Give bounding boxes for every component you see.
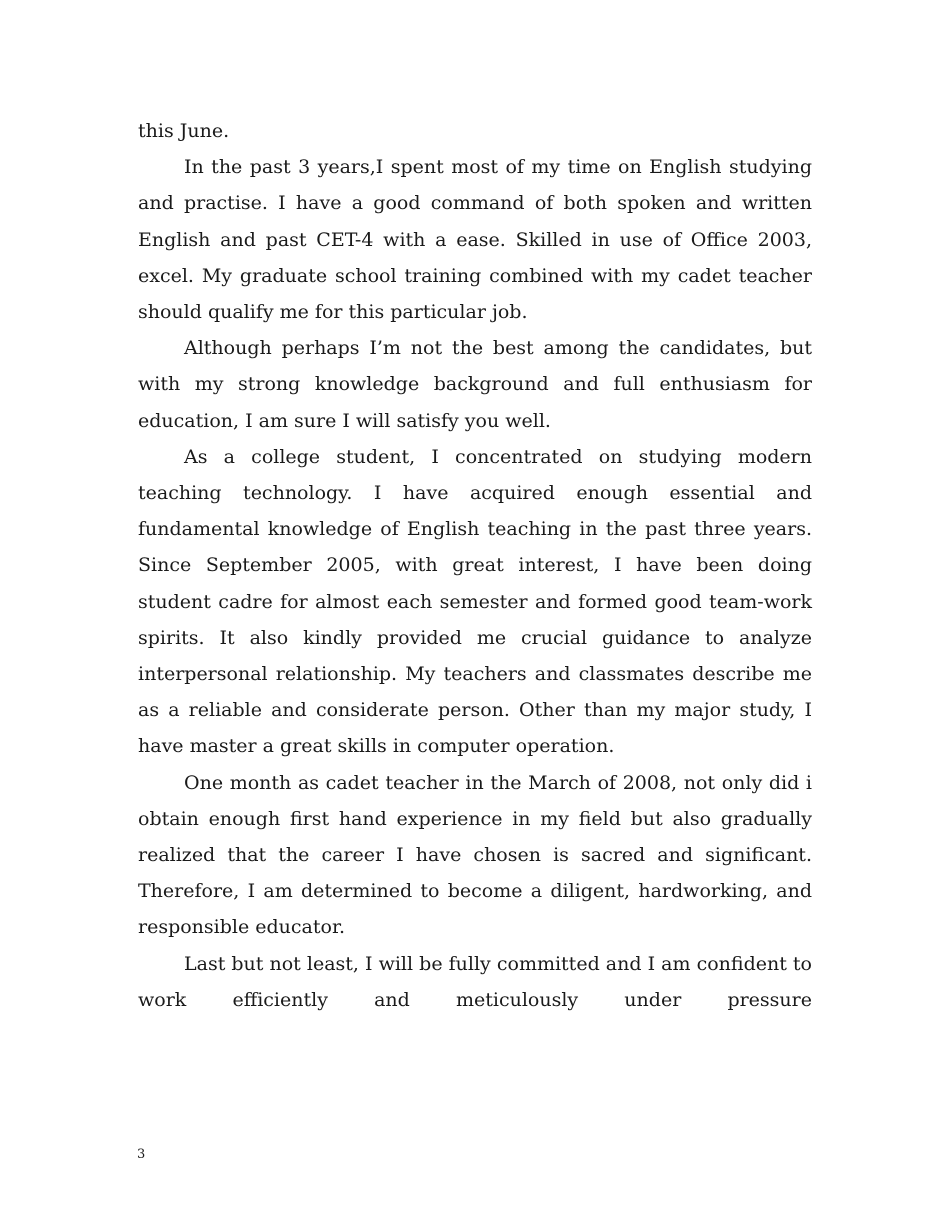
- body-text: [138, 113, 812, 1018]
- paragraph-college-student: As a college student, I concentrated on studying modern teaching technology. I have acquired enough essential and fundamental knowledge of English teaching in the past three years. Since September 2005, with great interest, I have been doing student cadre for almost each semester and formed good team-work spirits. It also kindly provided me crucial guidance to analyze interpersonal relationship. My teachers and classmates describe me as a reliable and considerate person. Other than my major study, I have master a great skills in computer operation.: [138, 445, 812, 758]
- paragraph-continuation: this June.: [138, 120, 230, 142]
- paragraph-last-but-not-least: Last but not least, I will be fully committed and I am confident to work efficiently and meticulously under pressure: [138, 952, 812, 1011]
- paragraph-english-study: In the past 3 years,I spent most of my time on English studying and practise. I have a good command of both spoken and written English and past CET-4 with a ease. Skilled in use of Office 2003, excel. My graduate school training combined with my cadet teacher should qualify me for this particular job.: [138, 156, 812, 324]
- paragraph-candidates: Although perhaps I’m not the best among the candidates, but with my strong knowledge background and full enthusiasm for education, I am sure I will satisfy you well.: [138, 337, 812, 432]
- paragraph-cadet-teacher: One month as cadet teacher in the March of 2008, not only did i obtain enough first hand experience in my field but also gradually realized that the career I have chosen is sacred and significant. Therefore, I am determined to become a diligent, hardworking, and responsible educator.: [138, 771, 812, 939]
- page-number: 3: [137, 1147, 146, 1162]
